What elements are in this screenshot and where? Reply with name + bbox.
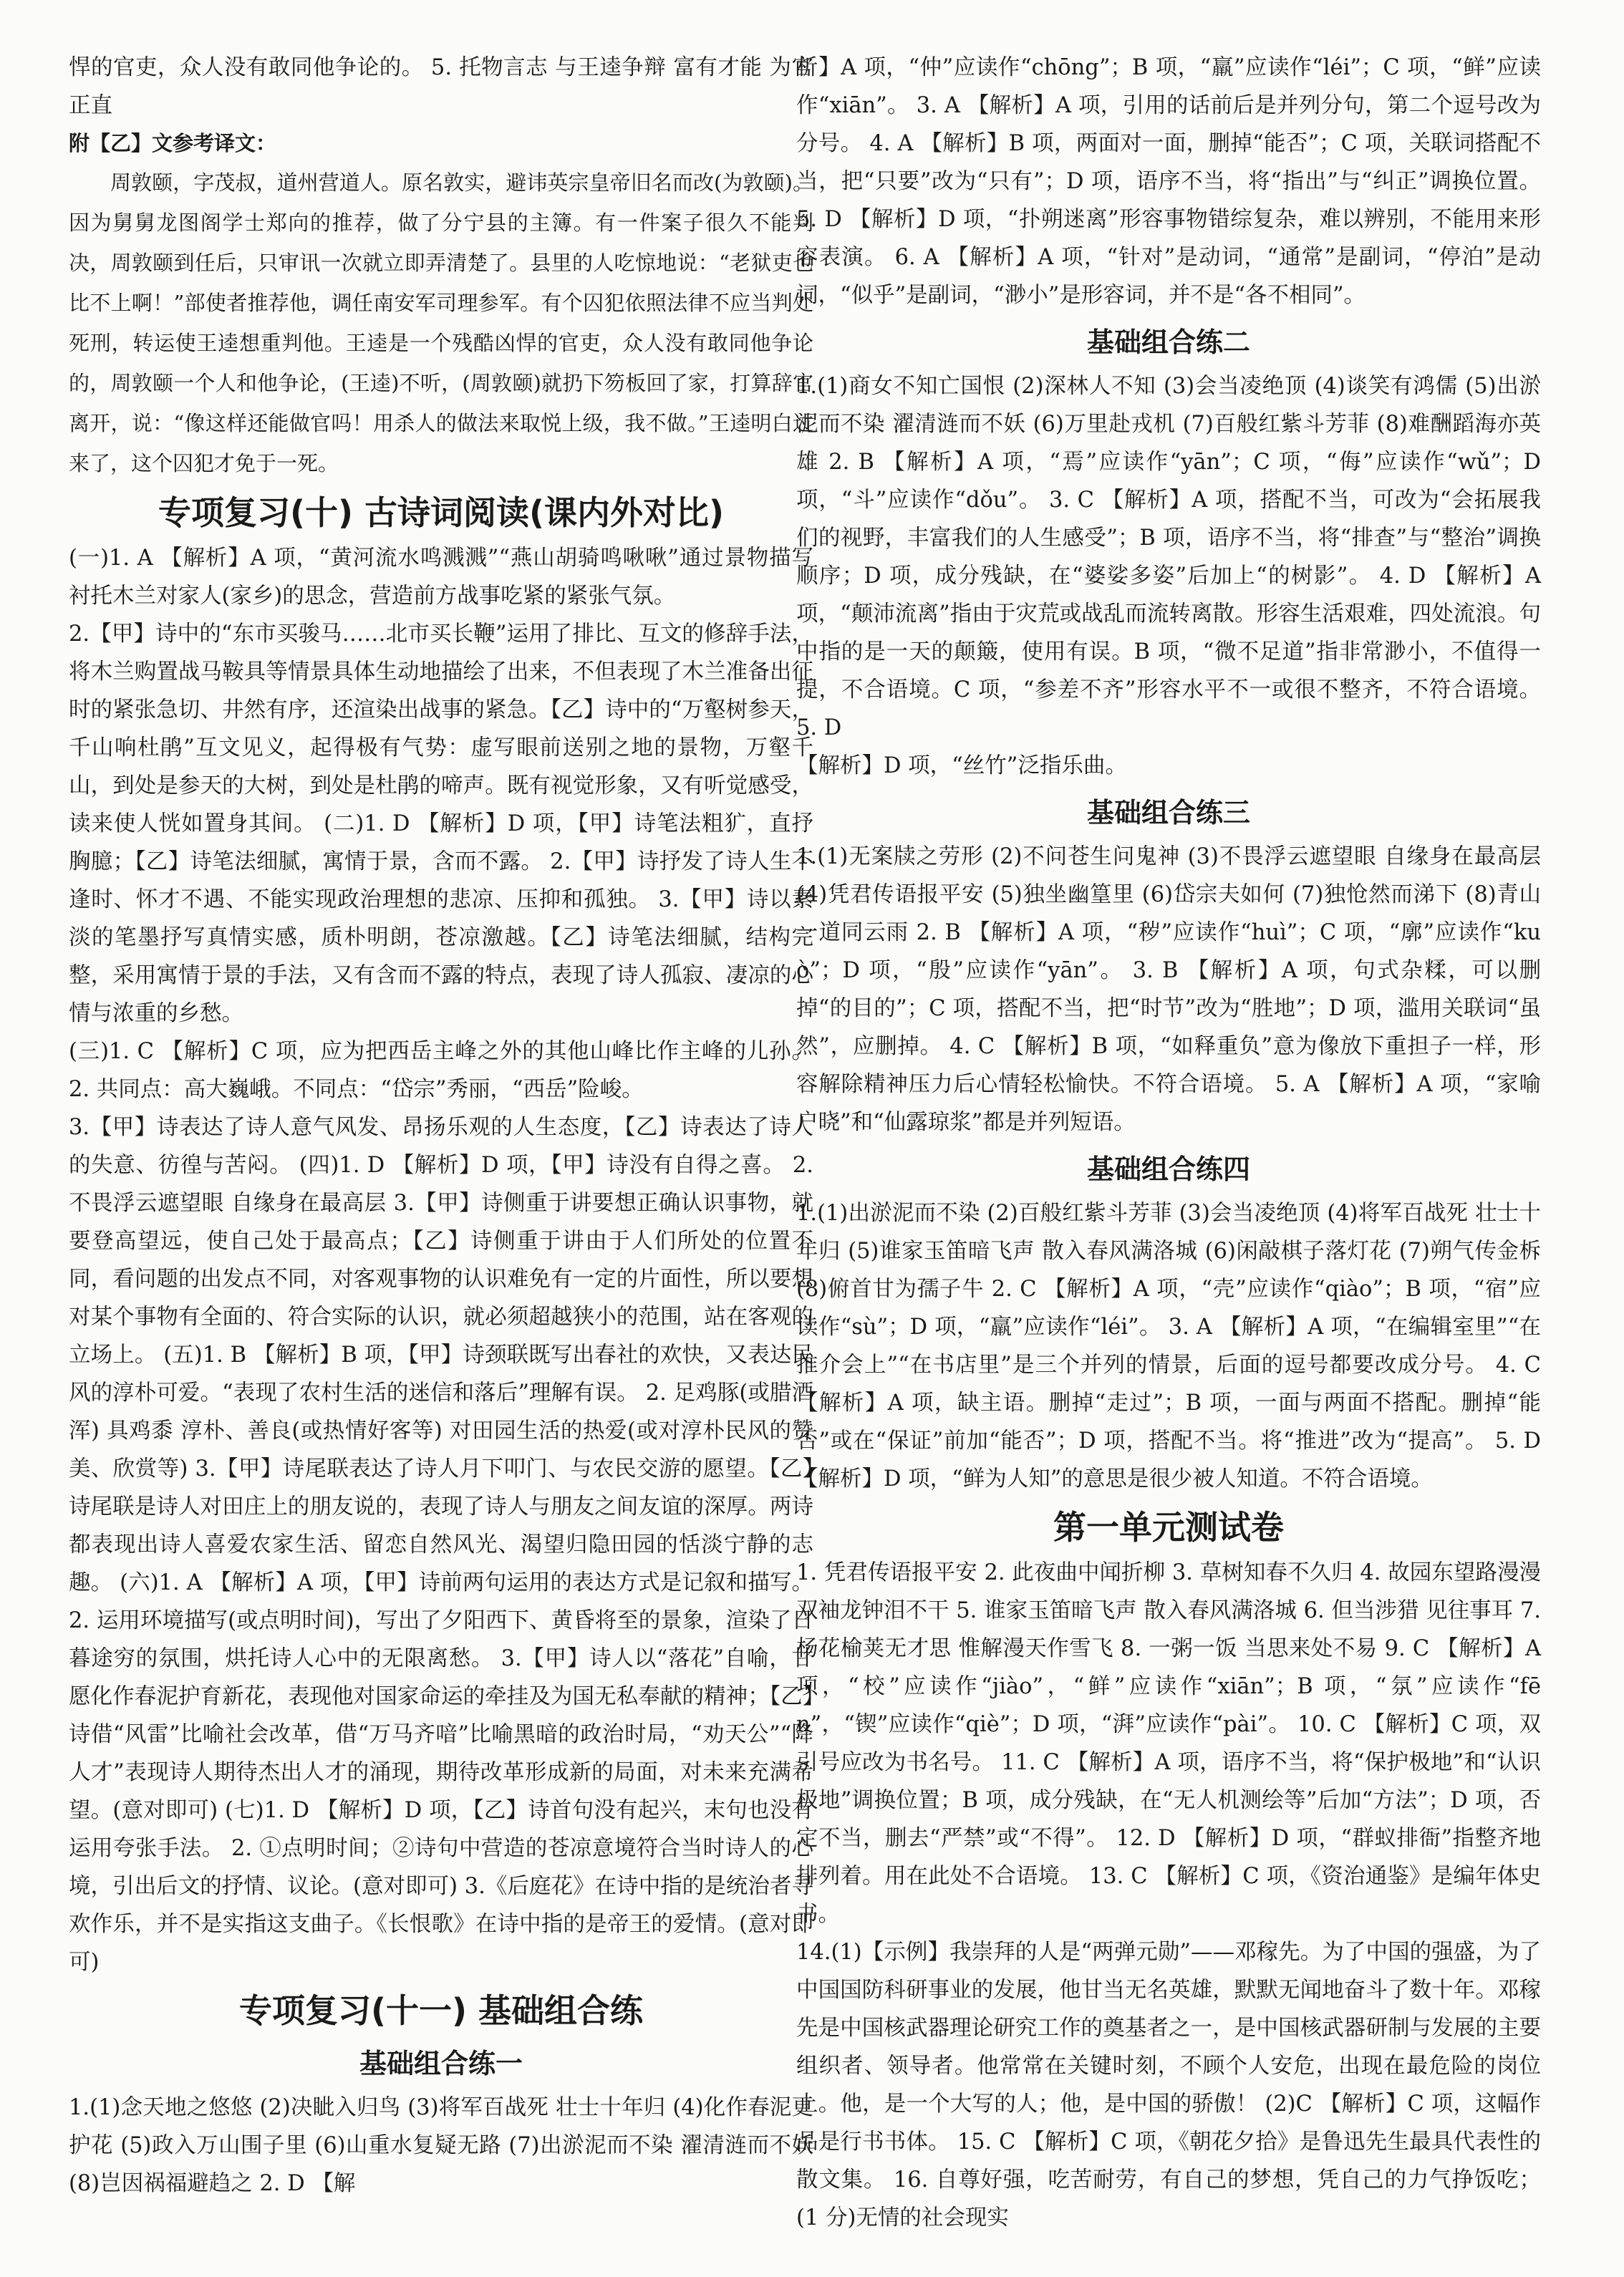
translation-text: 周敦颐，字茂叔，道州营道人。原名敦实，避讳英宗皇帝旧名而改(为敦颐)。因为舅舅龙图阁学士郑向的推荐，做了分宁县的主簿。有一件案子很久不能判决，周敦颐到任后，只审讯一次就立即弄清楚了。县里的人吃惊地说：“老狱吏也比不上啊！”部使者推荐他，调任南安军司理参军。有个囚犯依照法律不应当判处死刑，转运使王逵想重判他。王逵是一个残酷凶悍的官吏，众人没有敢同他争论的，周敦颐一个人和他争论，(王逵)不听，(周敦颐)就扔下笏板回了家，打算辞官离开，说：“像这样还能做官吗！用杀人的做法来取悦上级，我不做。”王逵明白过来了，这个囚犯才免于一死。	[69, 170, 813, 475]
subheading-practice-4: 基础组合练四	[1086, 1154, 1250, 1185]
practice-3-answers: 1.(1)无案牍之劳形 (2)不问苍生问鬼神 (3)不畏浮云遮望眼 自缘身在最高层 (4)凭君传语报平安 (5)独坐幽篁里 (6)岱宗夫如何 (7)独怆然而涕下 (8)青山一道同云雨 2. B 【解析】A 项，“秽”应读作“huì”；C 项，“廓”应读作“kuò”；D 项，“殷”应读作“yān”。 3. B 【解析】A 项，句式杂糅，可以删掉“的目的”；C 项，搭配不当，把“时节”改为“胜地”；D 项，滥用关联词“虽然”，应删掉。 4. C 【解析】B 项，“如释重负”意为像放下重担子一样，形容解除精神压力后心情轻松愉快。不符合语境。 5. A 【解析】A 项，“家喻户晓”和“仙露琼浆”都是并列短语。	[796, 844, 1541, 1135]
subheading-practice-1: 基础组合练一	[359, 2048, 523, 2079]
poetry-answer-1: (一)1. A 【解析】A 项，“黄河流水鸣溅溅”“燕山胡骑鸣啾啾”通过景物描写衬托木兰对家人(家乡)的思念，营造前方战事吃紧的紧张气氛。	[69, 546, 813, 609]
right-column	[796, 49, 1541, 2237]
practice-1-answers: 1.(1)念天地之悠悠 (2)决眦入归鸟 (3)将军百战死 壮士十年归 (4)化作春泥更护花 (5)政入万山围子里 (6)山重水复疑无路 (7)出淤泥而不染 濯清涟而不妖 (8)岂因祸福避趋之 2. D 【解	[69, 2095, 813, 2196]
poetry-answer-3: (三)1. C 【解析】C 项，应为把西岳主峰之外的其他山峰比作主峰的儿孙。 2. 共同点：高大巍峨。不同点：“岱宗”秀丽，“西岳”险峻。	[69, 1039, 813, 1102]
practice-1-answers-cont: 析】A 项，“仲”应读作“chōng”；B 项，“羸”应读作“léi”；C 项，“鲜”应读作“xiān”。 3. A 【解析】A 项，引用的话前后是并列分句，第二个逗号改为分号。 4. A 【解析】B 项，两面对一面，删掉“能否”；C 项，关联词搭配不当，把“只要”改为“只有”；D 项，语序不当，将“指出”与“纠正”调换位置。 5. D 【解析】D 项，“扑朔迷离”形容事物错综复杂，难以辨别，不能用来形容表演。 6. A 【解析】A 项，“针对”是动词，“通常”是副词，“停泊”是动词，“似乎”是副词，“渺小”是形容词，并不是“各不相同”。	[796, 55, 1541, 308]
intro-paragraph: 悍的官吏，众人没有敢同他争论的。 5. 托物言志 与王逵争辩 富有才能 为官正直	[69, 55, 813, 118]
left-column	[69, 49, 813, 2203]
poetry-answer-2: 2.【甲】诗中的“东市买骏马……北市买长鞭”运用了排比、互文的修辞手法，将木兰购置战马鞍具等情景具体生动地描绘了出来，不但表现了木兰准备出征时的紧张急切、井然有序，还渲染出战事的紧急。【乙】诗中的“万壑树参天，千山响杜鹃”互文见义，起得极有气势：虚写眼前送别之地的景物，万壑千山，到处是参天的大树，到处是杜鹃的啼声。既有视觉形象，又有听觉感受，读来使人恍如置身其间。 (二)1. D 【解析】D 项，【甲】诗笔法粗犷，直抒胸臆；【乙】诗笔法细腻，寓情于景，含而不露。 2.【甲】诗抒发了诗人生不逢时、怀才不遇、不能实现政治理想的悲凉、压抑和孤独。 3.【甲】诗以素淡的笔墨抒写真情实感，质朴明朗，苍凉激越。【乙】诗笔法细腻，结构完整，采用寓情于景的手法，又有含而不露的特点，表现了诗人孤寂、凄凉的心情与浓重的乡愁。	[69, 622, 813, 1026]
practice-4-answers: 1.(1)出淤泥而不染 (2)百般红紫斗芳菲 (3)会当凌绝顶 (4)将军百战死 壮士十年归 (5)谁家玉笛暗飞声 散入春风满洛城 (6)闲敲棋子落灯花 (7)朔气传金柝 (8)俯首甘为孺子牛 2. C 【解析】A 项，“壳”应读作“qiào”；B 项，“宿”应读作“sù”；D 项，“羸”应读作“léi”。 3. A 【解析】A 项，“在编辑室里”“在推介会上”“在书店里”是三个并列的情景，后面的逗号都要改成分号。 4. C 【解析】A 项，缺主语。删掉“走过”；B 项，一面与两面不搭配。删掉“能否”或在“保证”前加“能否”；D 项，搭配不当。将“推进”改为“提高”。 5. D 【解析】D 项，“鲜为人知”的意思是很少被人知道。不符合语境。	[796, 1201, 1541, 1492]
unit-test-answers: 1. 凭君传语报平安 2. 此夜曲中闻折柳 3. 草树知春不久归 4. 故园东望路漫漫 双袖龙钟泪不干 5. 谁家玉笛暗飞声 散入春风满洛城 6. 但当涉猎 见往事耳 7. 杨花榆荚无才思 惟解漫天作雪飞 8. 一粥一饭 当思来处不易 9. C 【解析】A 项，“校”应读作“jiào”，“鲜”应读作“xiān”；B 项，“氛”应读作“fēn”，“锲”应读作“qiè”；D 项，“湃”应读作“pài”。 10. C 【解析】C 项，双引号应改为书名号。 11. C 【解析】A 项，语序不当，将“保护极地”和“认识极地”调换位置；B 项，成分残缺，在“无人机测绘等”后加“方法”；D 项，否定不当，删去“严禁”或“不得”。 12. D 【解析】D 项，“群蚁排衙”指整齐地排列着。用在此处不合语境。 13. C 【解析】C 项，《资治通鉴》是编年体史书。	[796, 1560, 1541, 1927]
section-heading-11: 专项复习(十一) 基础组合练	[238, 1991, 644, 2030]
subheading-practice-3: 基础组合练三	[1086, 797, 1250, 828]
translation-title: 附【乙】文参考译文：	[69, 131, 277, 155]
subheading-practice-2: 基础组合练二	[1086, 327, 1250, 358]
unit-test-heading: 第一单元测试卷	[1053, 1508, 1284, 1547]
practice-2-answers-note: 【解析】D 项，“丝竹”泛指乐曲。	[796, 753, 1127, 778]
practice-2-answers: 1.(1)商女不知亡国恨 (2)深林人不知 (3)会当凌绝顶 (4)谈笑有鸿儒 (5)出淤泥而不染 濯清涟而不妖 (6)万里赴戎机 (7)百般红紫斗芳菲 (8)难酬蹈海亦英雄 2. B 【解析】A 项，“焉”应读作“yān”；C 项，“侮”应读作“wǔ”；D 项，“斗”应读作“dǒu”。 3. C 【解析】A 项，搭配不当，可改为“会拓展我们的视野，丰富我们的人生感受”；B 项，语序不当，将“排查”与“整治”调换顺序；D 项，成分残缺，在“婆娑多姿”后加上“的树影”。 4. D 【解析】A 项，“颠沛流离”指由于灾荒或战乱而流转离散。形容生活艰难，四处流浪。句中指的是一天的颠簸，使用有误。B 项，“微不足道”指非常渺小，不值得一提，不合语境。C 项，“参差不齐”形容水平不一或很不整齐，不符合语境。 5. D	[796, 374, 1541, 740]
section-heading-10: 专项复习(十) 古诗词阅读(课内外对比)	[158, 493, 725, 532]
poetry-answer-4: 3.【甲】诗表达了诗人意气风发、昂扬乐观的人生态度，【乙】诗表达了诗人的失意、彷徨与苦闷。 (四)1. D 【解析】D 项，【甲】诗没有自得之喜。 2. 不畏浮云遮望眼 自缘身在最高层 3.【甲】诗侧重于讲要想正确认识事物，就要登高望远，使自己处于最高点；【乙】诗侧重于讲由于人们所处的位置不同，看问题的出发点不同，对客观事物的认识难免有一定的片面性，所以要想对某个事物有全面的、符合实际的认识，就必须超越狭小的范围，站在客观的立场上。 (五)1. B 【解析】B 项，【甲】诗颈联既写出春社的欢快，又表达民风的淳朴可爱。“表现了农村生活的迷信和落后”理解有误。 2. 足鸡豚(或腊酒浑) 具鸡黍 淳朴、善良(或热情好客等) 对田园生活的热爱(或对淳朴民风的赞美、欣赏等) 3.【甲】诗尾联表达了诗人月下叩门、与农民交游的愿望。【乙】诗尾联是诗人对田庄上的朋友说的，表现了诗人与朋友之间友谊的深厚。两诗都表现出诗人喜爱农家生活、留恋自然风光、渴望归隐田园的恬淡宁静的志趣。 (六)1. A 【解析】A 项，【甲】诗前两句运用的表达方式是记叙和描写。 2. 运用环境描写(或点明时间)，写出了夕阳西下、黄昏将至的景象，渲染了日暮途穷的氛围，烘托诗人心中的无限离愁。 3.【甲】诗人以“落花”自喻，甘愿化作春泥护育新花，表现他对国家命运的牵挂及为国无私奉献的精神；【乙】诗借“风雷”比喻社会改革，借“万马齐喑”比喻黑暗的政治时局，“劝天公”“降人才”表现诗人期待杰出人才的涌现，期待改革形成新的局面，对未来充满希望。(意对即可) (七)1. D 【解析】D 项，【乙】诗首句没有起兴，末句也没有运用夸张手法。 2. ①点明时间；②诗句中营造的苍凉意境符合当时诗人的心境，引出后文的抒情、议论。(意对即可) 3.《后庭花》在诗中指的是统治者寻欢作乐，并不是实指这支曲子。《长恨歌》在诗中指的是帝王的爱情。(意对即可)	[69, 1115, 813, 1975]
unit-test-answers-cont: 14.(1)【示例】我崇拜的人是“两弹元勋”——邓稼先。为了中国的强盛，为了中国国防科研事业的发展，他甘当无名英雄，默默无闻地奋斗了数十年。邓稼先是中国核武器理论研究工作的奠基者之一，是中国核武器研制与发展的主要组织者、领导者。他常常在关键时刻，不顾个人安危，出现在最危险的岗位上。他，是一个大写的人；他，是中国的骄傲！ (2)C 【解析】C 项，这幅作品是行书书体。 15. C 【解析】C 项，《朝花夕拾》是鲁迅先生最具代表性的散文集。 16. 自尊好强，吃苦耐劳，有自己的梦想，凭自己的力气挣饭吃；(1 分)无情的社会现实	[796, 1940, 1541, 2230]
